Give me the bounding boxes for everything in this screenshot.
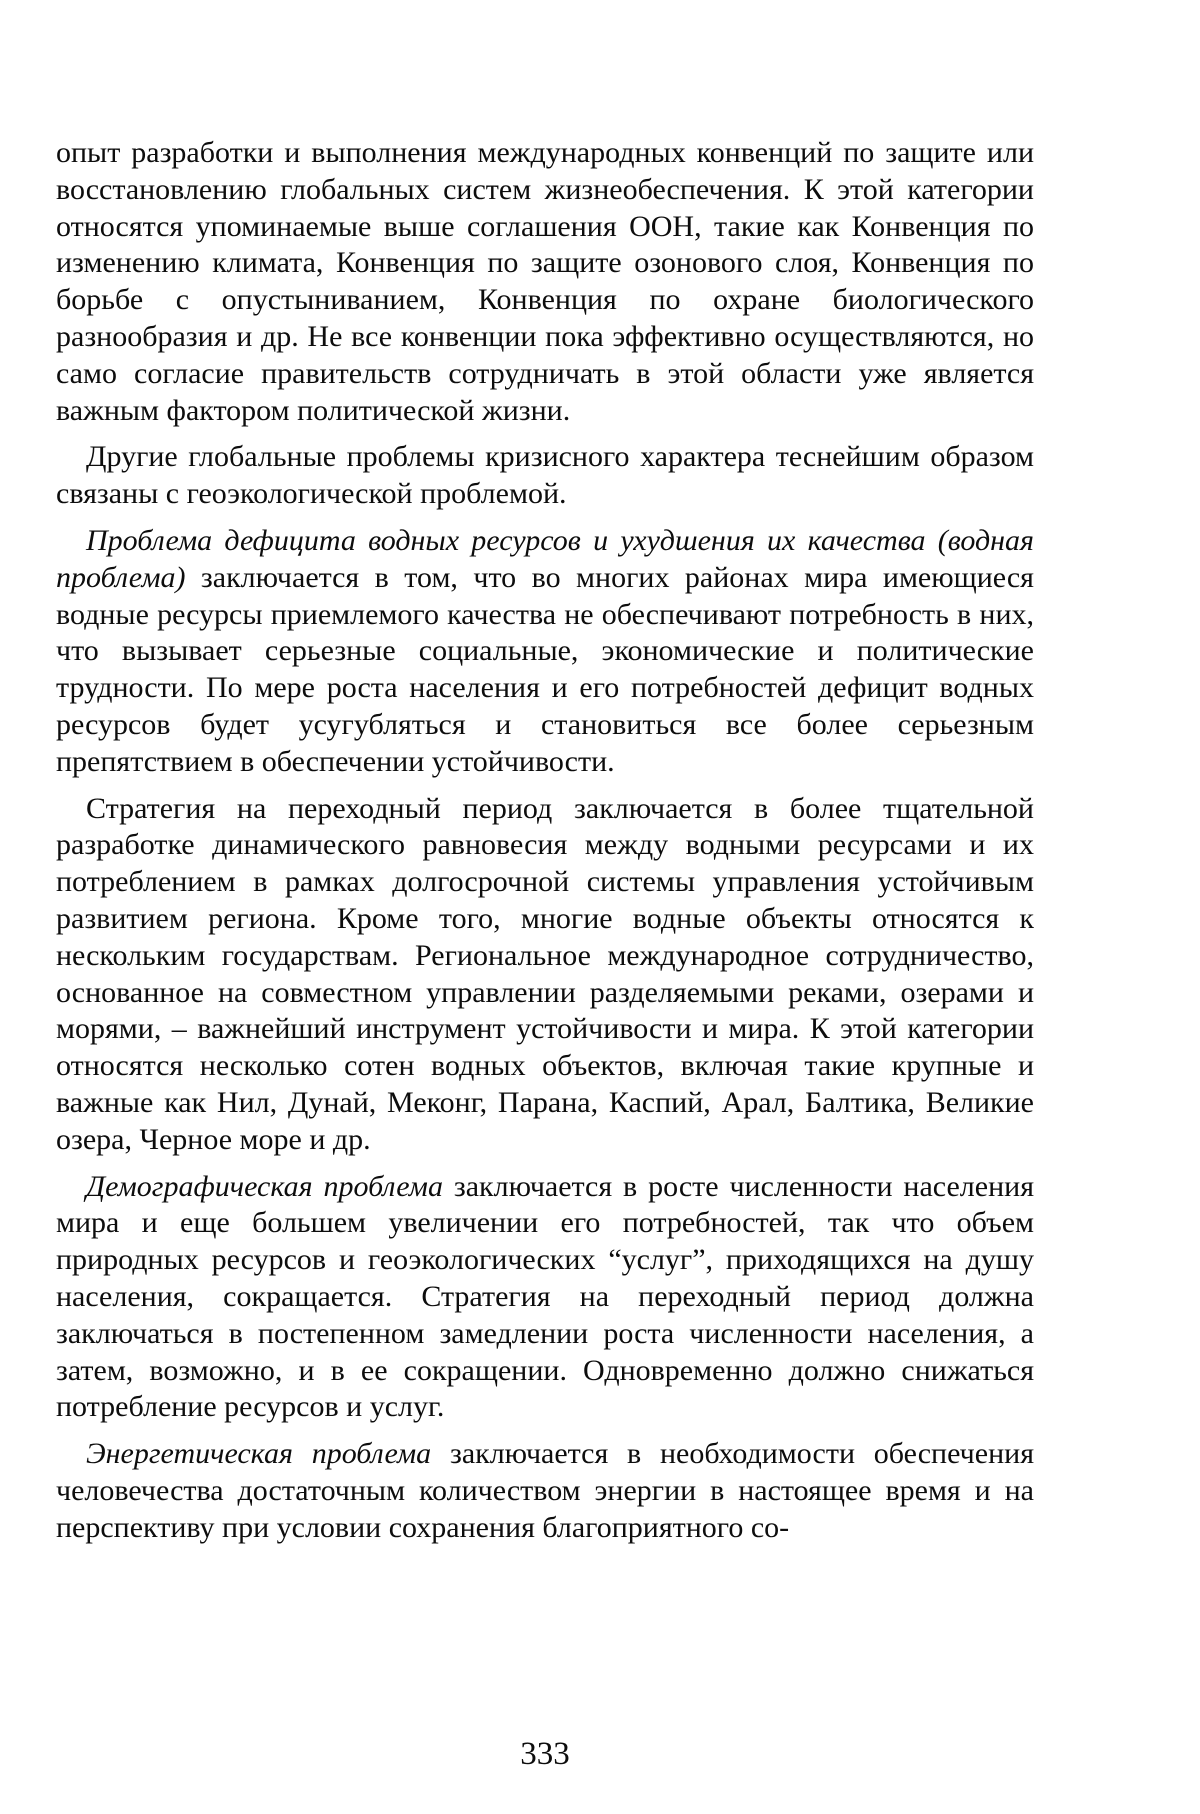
paragraph-lead: Демографическая проблема [86, 1169, 443, 1203]
paragraph-lead: Энергетическая проблема [86, 1437, 432, 1471]
paragraph-text: заключается в росте численности населения мира и еще большем увеличении его потребностей, так что объем природных ресурсов и геоэкологических “услуг”, приходящихся на душу населения, сокращается. Стратегия на переходный период должна заключаться в постепенном замедлении роста численности населения, а затем, возможно, и в ее сокращении. Одновременно должно снижаться потребление ресурсов и услуг. [56, 1169, 1034, 1424]
paragraph-demographic-problem [56, 1169, 1034, 1427]
paragraph-water-problem [56, 523, 1034, 781]
paragraph-text: заключается в необходимости обеспечения человечества достаточным количеством энергии в настоящее время и на перспективу при условии сохранения благоприятного со- [56, 1437, 1034, 1544]
paragraph-global-problems [56, 439, 1034, 513]
page-number: 333 [520, 1736, 570, 1772]
paragraph-text: Другие глобальные проблемы кризисного характера теснейшим образом связаны с геоэкологической проблемой. [56, 440, 1034, 511]
paragraph-text: заключается в том, что во многих районах мира имеющиеся водные ресурсы приемлемого качества не обеспечивают потребность в них, что вызывает серьезные социальные, экономические и политические трудности. По мере роста населения и его потребностей дефицит водных ресурсов будет усугубляться и становиться все более серьезным препятствием в обеспечении устойчивости. [56, 560, 1034, 778]
paragraph-lead: Проблема дефицита водных ресурсов и ухудшения их качества (водная проблема) [56, 523, 1034, 594]
paragraph-text: опыт разработки и выполнения международных конвенций по защите или восстановлению глобальных систем жизнеобеспечения. К этой категории относятся упоминаемые выше соглашения ООН, такие как Конвенция по изменению климата, Конвенция по защите озонового слоя, Конвенция по борьбе с опустыниванием, Конвенция по охране биологического разнообразия и др. Не все конвенции пока эффективно осуществляются, но само согласие правительств сотрудничать в этой области уже является важным фактором политической жизни. [56, 136, 1034, 427]
paragraph-text: Стратегия на переходный период заключается в более тщательной разработке динамического равновесия между водными ресурсами и их потреблением в рамках долгосрочной системы управления устойчивым развитием региона. Кроме того, многие водные объекты относятся к нескольким государствам. Региональное международное сотрудничество, основанное на совместном управлении разделяемыми реками, озерами и морями, – важнейший инструмент устойчивости и мира. К этой категории относятся несколько сотен водных объектов, включая такие крупные и важные как Нил, Дунай, Меконг, Парана, Каспий, Арал, Балтика, Великие озера, Черное море и др. [56, 791, 1034, 1156]
body-text [56, 135, 1034, 1556]
paragraph-conventions [56, 135, 1034, 429]
paragraph-transition-strategy [56, 791, 1034, 1159]
paragraph-energy-problem [56, 1436, 1034, 1546]
